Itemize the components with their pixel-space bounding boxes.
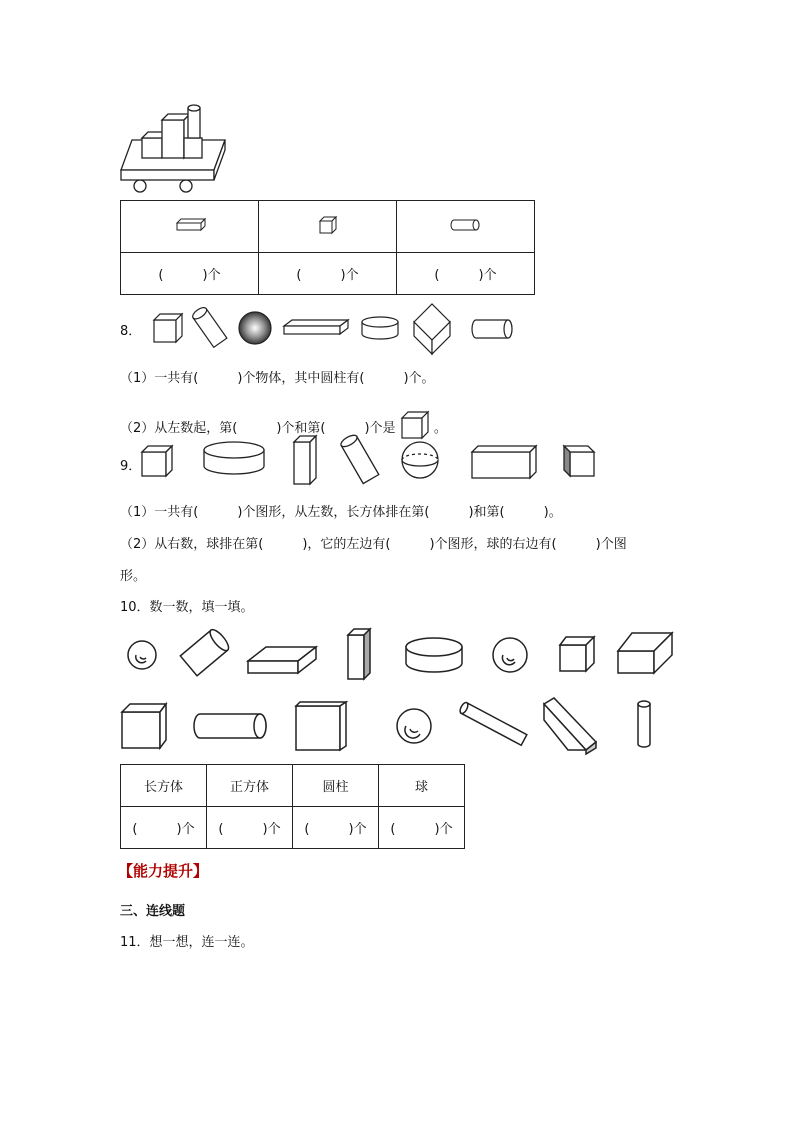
- q9-line2: （2）从右数，球排在第( )，它的左边有( )个图形，球的右边有( )个图: [120, 537, 627, 552]
- blank-cell[interactable]: ( )个: [121, 807, 207, 849]
- header-cube: 正方体: [207, 765, 293, 807]
- q10-shapes-row2: [120, 698, 680, 758]
- cylinder-icon: [450, 218, 482, 232]
- header-cuboid: 长方体: [121, 765, 207, 807]
- q8-line1: （1）一共有( )个物体，其中圆柱有( )个。: [120, 371, 435, 386]
- cuboid-flat-header: [121, 201, 259, 253]
- cylinder-header: [397, 201, 535, 253]
- q9-shapes-row: [138, 432, 608, 492]
- q8-line2: [120, 402, 447, 436]
- header-sphere: 球: [379, 765, 465, 807]
- cube-icon: [318, 215, 338, 235]
- q9-line3: 形。: [120, 569, 147, 584]
- blank-cell[interactable]: ( )个: [121, 253, 259, 295]
- blank-cell[interactable]: ( )个: [397, 253, 535, 295]
- toy-count-table: [120, 200, 535, 295]
- blank-cell[interactable]: ( )个: [207, 807, 293, 849]
- section-title: 【能力提升】: [118, 862, 209, 880]
- q10-title: 10．数一数，填一填。: [120, 600, 254, 615]
- block-vehicle-illustration: [118, 100, 238, 200]
- blank-cell[interactable]: ( )个: [379, 807, 465, 849]
- part3-title: 三、连线题: [120, 904, 186, 919]
- q8-number: 8．: [120, 324, 142, 339]
- blank-cell[interactable]: ( )个: [293, 807, 379, 849]
- q10-count-table: [120, 764, 465, 849]
- header-cylinder: 圆柱: [293, 765, 379, 807]
- cube-header: [259, 201, 397, 253]
- q8-line2-text: （2）从左数起，第( )个和第( )个是: [120, 421, 396, 436]
- q11-title: 11．想一想，连一连。: [120, 935, 254, 950]
- q8-shapes-row: [150, 300, 530, 360]
- q8-line2-end: 。: [433, 421, 447, 436]
- blank-cell[interactable]: ( )个: [259, 253, 397, 295]
- q10-shapes-row1: [120, 625, 680, 685]
- cube-icon: [154, 320, 176, 342]
- q9-line1: （1）一共有( )个图形，从左数，长方体排在第( )和第( )。: [120, 505, 562, 520]
- flat-cuboid-icon: [175, 218, 205, 232]
- q9-number: 9．: [120, 459, 142, 474]
